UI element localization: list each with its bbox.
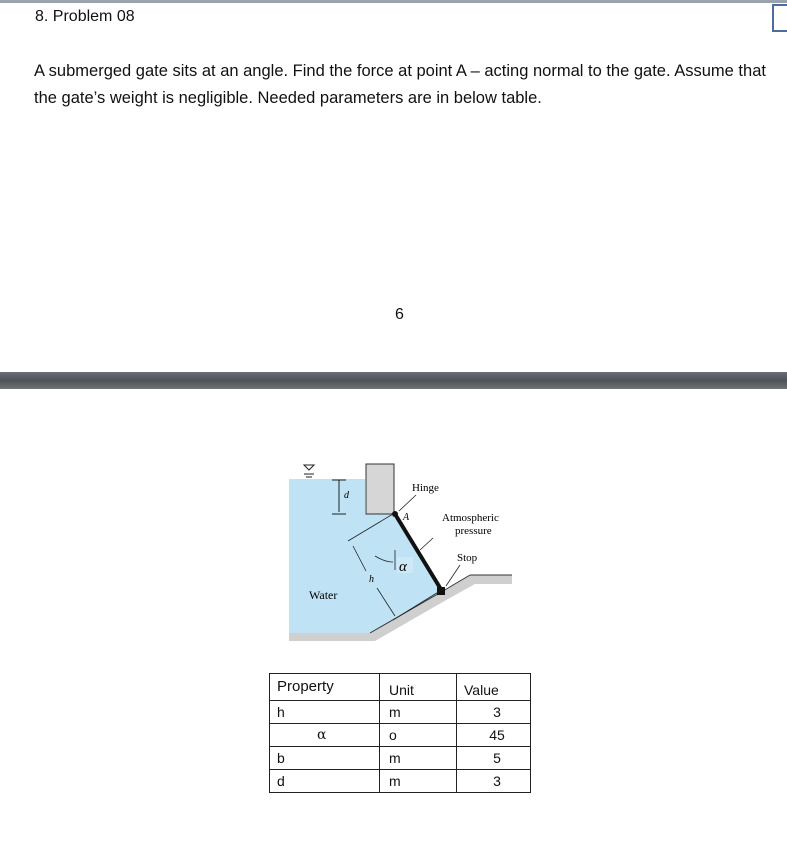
table-header-row xyxy=(270,674,531,701)
table-row xyxy=(270,770,531,793)
alpha-label: α xyxy=(399,559,407,575)
row-unit: m xyxy=(380,701,457,724)
row-value: 3 xyxy=(457,701,531,724)
row-unit: o xyxy=(380,724,457,747)
wall-block xyxy=(366,464,394,514)
problem-heading: 8. Problem 08 xyxy=(35,8,135,25)
page-number: 6 xyxy=(395,306,404,323)
d-label: d xyxy=(344,490,349,501)
row-value: 45 xyxy=(457,724,531,747)
free-surface-symbol xyxy=(304,465,314,470)
point-a-label: A xyxy=(403,512,410,523)
parameter-table xyxy=(269,673,531,793)
water-label: Water xyxy=(309,588,338,602)
table-row xyxy=(270,701,531,724)
row-property: b xyxy=(270,747,380,770)
pressure-label: pressure xyxy=(455,525,492,537)
pressure-leader xyxy=(420,538,433,550)
page-top-rule xyxy=(0,0,787,3)
row-property: h xyxy=(270,701,380,724)
h-label: h xyxy=(369,574,374,585)
stop-block xyxy=(437,587,445,595)
row-unit: m xyxy=(380,770,457,793)
header-value: Value xyxy=(457,674,531,701)
row-value: 5 xyxy=(457,747,531,770)
page-corner-box xyxy=(772,4,787,32)
table-row xyxy=(270,747,531,770)
row-unit: m xyxy=(380,747,457,770)
hinge-label: Hinge xyxy=(412,482,439,494)
header-property: Property xyxy=(270,674,380,701)
problem-statement: A submerged gate sits at an angle. Find the force at point A – acting normal to the gate. Assume that the gate’s weight is negligible. Needed parameters are in below table. xyxy=(34,62,766,107)
row-value: 3 xyxy=(457,770,531,793)
page-separator-band xyxy=(0,372,787,389)
stop-label: Stop xyxy=(457,552,478,564)
hinge-leader xyxy=(399,495,416,511)
row-property: α xyxy=(270,724,380,747)
row-property: d xyxy=(270,770,380,793)
header-unit: Unit xyxy=(380,674,457,701)
gate-diagram xyxy=(280,458,520,658)
table-row xyxy=(270,724,531,747)
atmospheric-label: Atmospheric xyxy=(442,512,499,524)
